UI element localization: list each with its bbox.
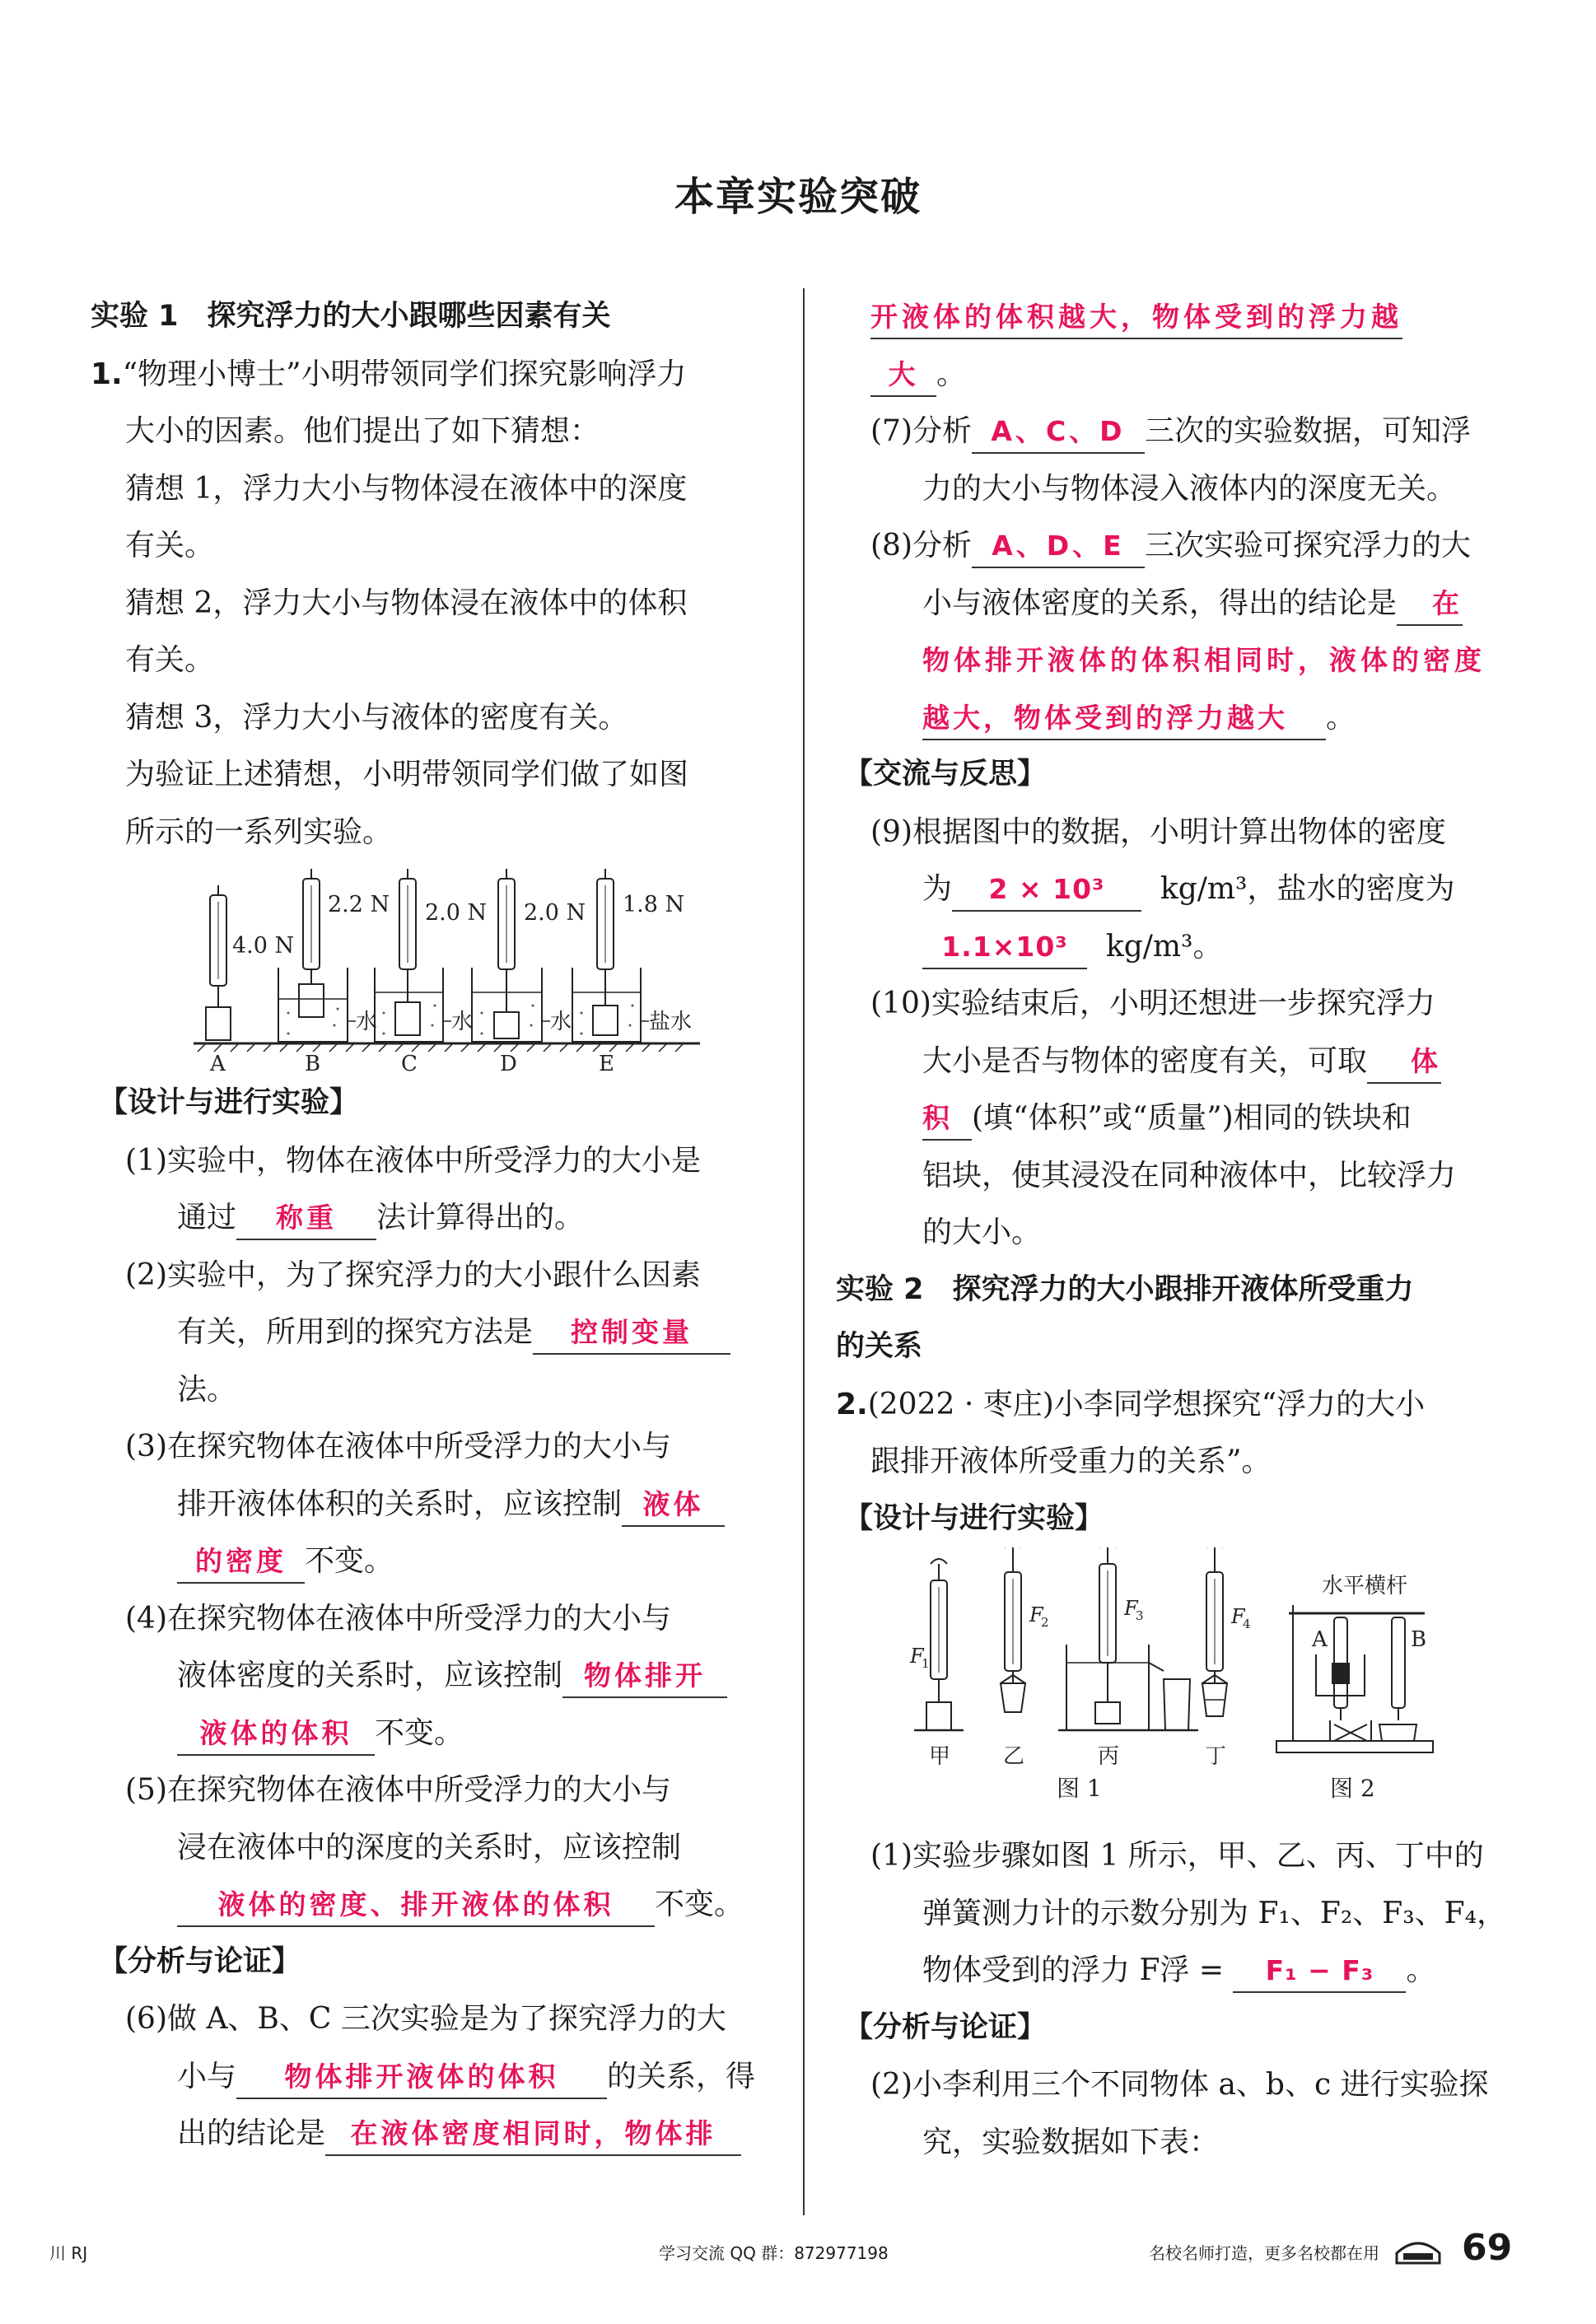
label-ding: 丁 — [1205, 1744, 1227, 1769]
p4-line-3: 液体的体积 不变。 — [91, 1705, 774, 1762]
p2-line-2: 有关，所用到的探究方法是 控制变量 — [91, 1304, 774, 1361]
overflow-can-diagram — [836, 1547, 1519, 1827]
guess-1-line-1: 猜想 1，浮力大小与物体浸在液体中的深度 — [125, 471, 688, 506]
experiment-2-figures — [836, 1547, 1519, 1827]
right-column — [836, 288, 1519, 2171]
liquid-label-c: 水 — [451, 1010, 474, 1034]
p4-line-2: 液体密度的关系时，应该控制 物体排开 — [91, 1647, 774, 1705]
p5-line-2: 浸在液体中的深度的关系时，应该控制 — [177, 1830, 682, 1864]
p8-line-2: 小与液体密度的关系，得出的结论是 在 — [836, 575, 1519, 632]
s1-line-3: 物体受到的浮力 F浮 = F₁ − F₃ 。 — [836, 1942, 1519, 2000]
p8-line-4: 越大，物体受到的浮力越大 。 — [836, 689, 1519, 747]
label-jia: 甲 — [929, 1744, 951, 1769]
s2-line-2: 究，实验数据如下表： — [922, 2125, 1220, 2159]
force-f4: F — [1231, 1605, 1245, 1628]
figure-2-label-b: B — [1411, 1627, 1427, 1652]
page-number: 69 — [1462, 2227, 1513, 2269]
p2-line-1: (2)实验中，为了探究浮力的大小跟什么因素 — [125, 1258, 701, 1292]
p9-line-1: (9)根据图中的数据，小明计算出物体的密度 — [870, 814, 1446, 849]
reading-a: 4.0 N — [232, 933, 295, 959]
experiment-2-heading-line-1: 实验 2 探究浮力的大小跟排开液体所受重力 — [836, 1272, 1414, 1306]
force-f3: F — [1124, 1597, 1138, 1620]
answer-p3-part2: 的密度 — [177, 1541, 305, 1584]
verify-line-1: 为验证上述猜想，小明带领同学们做了如图 — [125, 758, 689, 791]
answer-p5: 液体的密度、排开液体的体积 — [177, 1884, 655, 1927]
page-footer — [0, 2225, 1596, 2275]
footer-edition: 川 RJ — [49, 2243, 88, 2263]
answer-p4-part1: 物体排开 — [562, 1655, 727, 1698]
p1-line-1: (1)实验中，物体在液体中所受浮力的大小是 — [125, 1143, 701, 1178]
answer-p6-part2: 在液体密度相同时，物体排 — [325, 2113, 741, 2156]
answer-p8-part2: 物体排开液体的体积相同时，液体的密度 — [922, 644, 1486, 676]
publisher-logo-icon — [1392, 2228, 1444, 2268]
p7-line-1: (7)分析 A、C、D 三次的实验数据，可知浮 — [836, 403, 1519, 460]
s1-line-1: (1)实验步骤如图 1 所示，甲、乙、丙、丁中的 — [870, 1839, 1484, 1873]
p10-line-3: 积 (填“体积”或“质量”)相同的铁块和 — [836, 1090, 1519, 1147]
p8-line-3 — [836, 632, 1519, 689]
answer-p3-part1: 液体 — [622, 1484, 725, 1527]
p9-line-2: 为 2 × 10³ kg/m³，盐水的密度为 — [836, 861, 1519, 918]
answer-p10-part1: 体 — [1367, 1041, 1441, 1084]
label-e: E — [599, 1052, 614, 1075]
liquid-label-b: 水 — [356, 1010, 378, 1034]
question-2-line-1: 2.(2022 · 枣庄)小李同学想探究“浮力的大小 — [836, 1387, 1426, 1421]
force-f1-subscript: 1 — [922, 1656, 930, 1671]
force-f4-subscript: 4 — [1243, 1617, 1251, 1631]
question-1-line-2: 大小的因素。他们提出了如下猜想： — [125, 414, 600, 448]
column-divider — [803, 288, 805, 2215]
p3-line-2: 排开液体体积的关系时，应该控制 液体 — [91, 1476, 774, 1533]
force-f1: F — [910, 1645, 924, 1668]
s1-line-2: 弹簧测力计的示数分别为 F₁、F₂、F₃、F₄， — [922, 1896, 1507, 1930]
reading-b: 2.2 N — [328, 892, 390, 917]
label-yi: 乙 — [1003, 1744, 1025, 1769]
footer-qq-group: 学习交流 QQ 群：872977198 — [659, 2243, 889, 2263]
label-d: D — [500, 1052, 517, 1075]
answer-p7: A、C、D — [972, 411, 1145, 454]
p6-line-2: 小与 物体排开液体的体积 的关系，得 — [91, 2048, 774, 2106]
p9-line-3: 1.1×10³ kg/m³。 — [836, 918, 1519, 976]
p3-line-3: 的密度 不变。 — [91, 1533, 774, 1590]
analysis-heading-2: 【分析与论证】 — [844, 2010, 1047, 2044]
p10-line-2: 大小是否与物体的密度有关，可取 体 — [836, 1033, 1519, 1090]
answer-s1: F₁ − F₃ — [1233, 1950, 1406, 1993]
label-b: B — [305, 1052, 321, 1075]
experiment-2-heading-line-2: 的关系 — [836, 1330, 923, 1363]
guess-2-line-2: 有关。 — [125, 643, 215, 677]
page-title: 本章实验突破 — [674, 174, 922, 220]
p8-line-1: (8)分析 A、D、E 三次实验可探究浮力的大 — [836, 517, 1519, 575]
question-1-line-1 — [91, 346, 774, 404]
left-column — [91, 288, 774, 2163]
answer-p8-part1: 在 — [1397, 583, 1463, 626]
question-text: “物理小博士”小明带领同学们探究影响浮力 — [122, 357, 687, 391]
p6-line-3: 出的结论是 在液体密度相同时，物体排 — [91, 2105, 774, 2163]
p10-line-4: 铝块，使其浸没在同种液体中，比较浮力 — [922, 1158, 1457, 1192]
horizontal-bar-label: 水平横杆 — [1322, 1574, 1408, 1598]
answer-p6-part1: 物体排开液体的体积 — [236, 2056, 607, 2099]
p10-line-1: (10)实验结束后，小明还想进一步探究浮力 — [870, 987, 1435, 1020]
force-f3-subscript: 3 — [1136, 1608, 1144, 1623]
spring-scale-diagram — [91, 861, 774, 1075]
design-heading-2: 【设计与进行实验】 — [844, 1501, 1104, 1535]
guess-1-line-2: 有关。 — [125, 529, 215, 562]
figure-2-caption: 图 2 — [1330, 1775, 1375, 1802]
scale-a — [206, 885, 231, 1040]
p5-line-1: (5)在探究物体在液体中所受浮力的大小与 — [125, 1773, 671, 1807]
liquid-label-d: 水 — [550, 1010, 572, 1034]
scale-d — [472, 869, 542, 1042]
reading-d: 2.0 N — [524, 900, 586, 926]
s2-line-1: (2)小李利用三个不同物体 a、b、c 进行实验探 — [870, 2068, 1489, 2102]
question-number: 1. — [91, 357, 123, 391]
label-c: C — [401, 1052, 418, 1075]
p6-continued-line-1 — [836, 288, 1519, 346]
question-number: 2. — [836, 1387, 868, 1421]
guess-3: 猜想 3，浮力大小与液体的密度有关。 — [125, 700, 628, 735]
p1-line-2: 通过 称重 法计算得出的。 — [91, 1189, 774, 1247]
p7-line-2: 力的大小与物体浸入液体内的深度无关。 — [922, 471, 1457, 506]
answer-p6-part3: 开液体的体积越大，物体受到的浮力越 — [870, 296, 1402, 339]
footer-slogan: 名校名师打造，更多名校都在用 — [1149, 2243, 1379, 2263]
verify-line-2: 所示的一系列实验。 — [125, 814, 393, 849]
reflect-heading: 【交流与反思】 — [844, 758, 1047, 791]
p3-line-1: (3)在探究物体在液体中所受浮力的大小与 — [125, 1430, 671, 1463]
p6-continued-line-2: 大 。 — [836, 346, 1519, 404]
reading-c: 2.0 N — [425, 900, 488, 926]
p4-line-1: (4)在探究物体在液体中所受浮力的大小与 — [125, 1601, 671, 1636]
answer-p9-part1: 2 × 10³ — [952, 869, 1141, 912]
figure-1-caption: 图 1 — [1057, 1775, 1102, 1802]
label-bing: 丙 — [1098, 1744, 1120, 1769]
force-f2: F — [1029, 1603, 1043, 1626]
answer-p9-part2: 1.1×10³ — [922, 926, 1087, 969]
p6-line-1: (6)做 A、B、C 三次实验是为了探究浮力的大 — [125, 2002, 726, 2036]
p5-line-3: 液体的密度、排开液体的体积 不变。 — [91, 1876, 774, 1934]
answer-p1: 称重 — [236, 1197, 376, 1240]
answer-p6-part4: 大 — [870, 354, 936, 397]
liquid-label-e: 盐水 — [649, 1010, 693, 1034]
p2-line-3: 法。 — [177, 1372, 237, 1407]
answer-p10-part2: 积 — [922, 1098, 972, 1141]
force-f2-subscript: 2 — [1041, 1615, 1049, 1630]
label-a: A — [210, 1052, 226, 1075]
design-heading: 【设计与进行实验】 — [99, 1086, 359, 1119]
experiment-1-heading: 实验 1 探究浮力的大小跟哪些因素有关 — [91, 300, 611, 333]
experiment-figure-ae — [91, 861, 774, 1075]
answer-p4-part2: 液体的体积 — [177, 1713, 375, 1756]
analysis-heading: 【分析与论证】 — [99, 1944, 301, 1978]
p10-line-5: 的大小。 — [922, 1216, 1042, 1249]
answer-p8-part3: 越大，物体受到的浮力越大 — [922, 698, 1326, 740]
reading-e: 1.8 N — [623, 892, 685, 917]
answer-p2: 控制变量 — [533, 1312, 730, 1355]
guess-2-line-1: 猜想 2，浮力大小与物体浸在液体中的体积 — [125, 586, 688, 620]
answer-p8: A、D、E — [972, 525, 1145, 568]
figure-2-label-a: A — [1312, 1627, 1328, 1652]
question-2-line-2: 跟排开液体所受重力的关系”。 — [870, 1444, 1272, 1478]
